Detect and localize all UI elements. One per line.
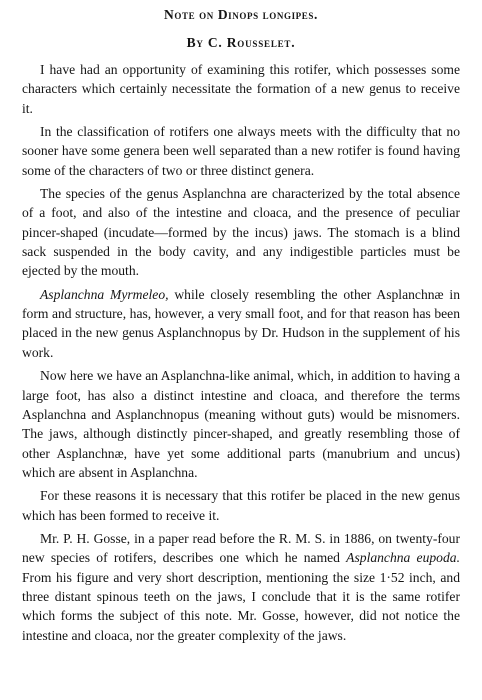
paragraph-2: In the classification of rotifers one always meets with the difficulty that no sooner have some genera been well separated than a new rotifer is found having some of the characters of two or three distinct genera. (22, 124, 460, 178)
paragraph-1: I have had an opportunity of examining this rotifer, which possesses some characters which certainly necessitate the formation of a new genus to receive it. (22, 62, 460, 116)
species-name-italic: Asplanchna Myrmeleo, (40, 286, 169, 302)
paragraph-7: Mr. P. H. Gosse, in a paper read before the R. M. S. in 1886, on twenty-four new species of rotifers, describes one which he named Asplanchna eupoda. From his figure and very short description, mentioning the size 1·52 inch, and three distant spinous teeth on the jaws, I conclude that it is the same rotifer which forms the subject of this note. Mr. Gosse, however, did not notice the intestine and cloaca, nor the greater complexity of the jaws. (22, 530, 460, 643)
species-name-italic: Asplanchna eupoda. (346, 550, 460, 566)
paragraph-4: Asplanchna Myrmeleo, while closely resembling the other Asplanchnæ in form and structure, has, however, a very small foot, and for that reason has been placed in the new genus Asplanchnopus by Dr. Hudson in the supplement of his work. (22, 286, 461, 360)
paragraph-5: Now here we have an Asplanchna-like animal, which, in addition to having a large foot, has also a distinct intestine and cloaca, and therefore the terms Asplanchna and Asplanchnopus (meaning without guts) would be misnomers. The jaws, although distinctly pincer-shaped, and greatly resembling those of other Asplanchnæ, have yet some additional parts (manubrium and uncus) which are absent in Asplanchna. (22, 368, 460, 480)
document-page (22, 6, 460, 649)
article-title: Note on Dinops longipes. (164, 7, 318, 22)
paragraph-6: For these reasons it is necessary that this rotifer be placed in the new genus which has been formed to receive it. (22, 488, 460, 523)
article-byline: By C. Rousselet. (186, 35, 296, 50)
paragraph-3: The species of the genus Asplanchna are characterized by the total absence of a foot, and also of the intestine and cloaca, and the presence of peculiar pincer-shaped (incudate—formed by the incus) jaws. The stomach is a blind sack suspended in the body cavity, and any indigestible particles must be ejected by the mouth. (22, 186, 460, 279)
